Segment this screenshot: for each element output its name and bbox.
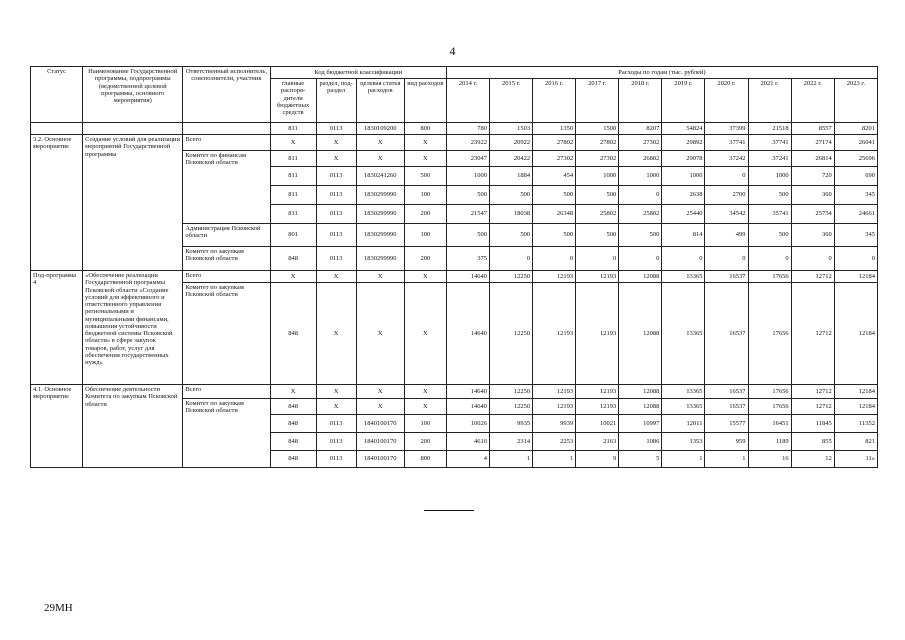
value-cell: 14640 xyxy=(446,283,489,385)
value-cell: 0 xyxy=(662,247,705,271)
header-expenses: Расходы по годам (тыс. рублей) xyxy=(446,67,877,79)
value-cell: 16451 xyxy=(748,415,791,433)
value-cell: 11352 xyxy=(834,415,877,433)
value-cell: 12184 xyxy=(834,399,877,415)
value-cell: 17656 xyxy=(748,283,791,385)
value-cell: 12193 xyxy=(533,399,576,415)
value-cell: 500 xyxy=(619,224,662,247)
program-name-cell: Создание условий для реализации мероприятий Государственной программы xyxy=(83,135,183,271)
value-cell: 16 xyxy=(748,451,791,468)
code-cell: Х xyxy=(316,385,356,399)
code-cell: Х xyxy=(404,271,446,283)
value-cell: 12712 xyxy=(791,399,834,415)
value-cell: 17656 xyxy=(748,399,791,415)
executor-cell: Комитет по закупкам Псковской области xyxy=(183,283,270,385)
code-cell: 1840100170 xyxy=(356,451,404,468)
value-cell: 0 xyxy=(834,247,877,271)
value-cell: 12250 xyxy=(489,271,532,283)
year-header: 2023 г. xyxy=(834,79,877,123)
value-cell: 12250 xyxy=(489,399,532,415)
value-cell: 2314 xyxy=(489,433,532,451)
code-cell: Х xyxy=(404,385,446,399)
table-row xyxy=(31,123,878,135)
code-cell: 200 xyxy=(404,433,446,451)
header-budget-code: Код бюджетной классификации xyxy=(270,67,446,79)
value-cell: 821 xyxy=(834,433,877,451)
executor-cell: Всего xyxy=(183,135,270,151)
code-cell: Х xyxy=(404,399,446,415)
value-cell: 25802 xyxy=(619,205,662,224)
value-cell: 12250 xyxy=(489,385,532,399)
value-cell: 375 xyxy=(446,247,489,271)
value-cell: 500 xyxy=(576,224,619,247)
header-kind: вид расходов xyxy=(404,79,446,123)
value-cell: 1000 xyxy=(446,167,489,186)
header-article: целевая статья расходов xyxy=(356,79,404,123)
year-header: 2022 г. xyxy=(791,79,834,123)
value-cell: 26814 xyxy=(791,151,834,167)
value-cell: 499 xyxy=(705,224,748,247)
value-cell: 37399 xyxy=(705,123,748,135)
value-cell: 12088 xyxy=(619,283,662,385)
value-cell: 12184 xyxy=(834,283,877,385)
value-cell: 500 xyxy=(533,224,576,247)
year-header: 2020 г. xyxy=(705,79,748,123)
value-cell: 1000 xyxy=(619,167,662,186)
code-cell: 848 xyxy=(270,399,316,415)
value-cell: 500 xyxy=(446,186,489,205)
value-cell: 0 xyxy=(619,247,662,271)
value-cell: 25734 xyxy=(791,205,834,224)
table-body xyxy=(31,123,878,468)
value-cell: 37741 xyxy=(705,135,748,151)
table-cell xyxy=(183,123,270,135)
value-cell: 4610 xyxy=(446,433,489,451)
code-cell: 848 xyxy=(270,415,316,433)
code-cell: 0113 xyxy=(316,433,356,451)
value-cell: 10021 xyxy=(576,415,619,433)
value-cell: 37242 xyxy=(705,151,748,167)
value-cell: 12712 xyxy=(791,385,834,399)
code-cell: 848 xyxy=(270,451,316,468)
page-number: 4 xyxy=(449,44,456,58)
code-cell: 0113 xyxy=(316,186,356,205)
value-cell: 780 xyxy=(446,123,489,135)
value-cell: 16537 xyxy=(705,283,748,385)
table-row xyxy=(31,385,878,399)
value-cell: 17656 xyxy=(748,271,791,283)
code-cell: Х xyxy=(270,135,316,151)
table-cell xyxy=(83,123,183,135)
value-cell: 12250 xyxy=(489,283,532,385)
value-cell: 1353 xyxy=(662,433,705,451)
value-cell: 0 xyxy=(576,247,619,271)
value-cell: 25440 xyxy=(662,205,705,224)
value-cell: 35741 xyxy=(748,205,791,224)
value-cell: 27174 xyxy=(791,135,834,151)
value-cell: 0 xyxy=(748,247,791,271)
value-cell: 1503 xyxy=(489,123,532,135)
value-cell: 1 xyxy=(705,451,748,468)
value-cell: 360 xyxy=(791,224,834,247)
code-cell: Х xyxy=(356,271,404,283)
value-cell: 27302 xyxy=(533,151,576,167)
value-cell: 1086 xyxy=(619,433,662,451)
value-cell: 500 xyxy=(489,186,532,205)
value-cell: 2700 xyxy=(705,186,748,205)
code-cell: 811 xyxy=(270,186,316,205)
value-cell: 14640 xyxy=(446,399,489,415)
value-cell: 2253 xyxy=(533,433,576,451)
value-cell: 12193 xyxy=(533,271,576,283)
year-header: 2016 г. xyxy=(533,79,576,123)
value-cell: 37241 xyxy=(748,151,791,167)
value-cell: 17656 xyxy=(748,385,791,399)
value-cell: 1884 xyxy=(489,167,532,186)
value-cell: 13365 xyxy=(662,271,705,283)
code-cell: 1830241260 xyxy=(356,167,404,186)
code-cell: 200 xyxy=(404,205,446,224)
executor-cell: Комитет по закупкам Псковской области xyxy=(183,399,270,468)
value-cell: 0 xyxy=(791,247,834,271)
value-cell: 12 xyxy=(791,451,834,468)
table-row xyxy=(31,135,878,151)
value-cell: 2638 xyxy=(662,186,705,205)
value-cell: 345 xyxy=(834,224,877,247)
executor-cell: Всего xyxy=(183,271,270,283)
value-cell: 26348 xyxy=(533,205,576,224)
value-cell: 12184 xyxy=(834,271,877,283)
value-cell: 1000 xyxy=(748,167,791,186)
value-cell: 14640 xyxy=(446,271,489,283)
value-cell: 26041 xyxy=(834,135,877,151)
year-header: 2015 г. xyxy=(489,79,532,123)
value-cell: 1189 xyxy=(748,433,791,451)
year-header: 2021 г. xyxy=(748,79,791,123)
value-cell: 16537 xyxy=(705,271,748,283)
value-cell: 16537 xyxy=(705,385,748,399)
code-cell: 801 xyxy=(270,224,316,247)
value-cell: 9939 xyxy=(533,415,576,433)
value-cell: 10026 xyxy=(446,415,489,433)
code-cell: 1830299990 xyxy=(356,205,404,224)
value-cell: 8557 xyxy=(791,123,834,135)
code-cell: 848 xyxy=(270,283,316,385)
value-cell: 27802 xyxy=(576,135,619,151)
value-cell: 814 xyxy=(662,224,705,247)
value-cell: 345 xyxy=(834,186,877,205)
code-cell: Х xyxy=(356,135,404,151)
header-name: Наименование Государственной программы, подпрограммы (ведомственной целевой программы, основного мероприятия) xyxy=(83,67,183,123)
code-cell: 1830109200 xyxy=(356,123,404,135)
code-cell: 200 xyxy=(404,247,446,271)
value-cell: 16537 xyxy=(705,399,748,415)
value-cell: 12712 xyxy=(791,271,834,283)
header-status: Статус xyxy=(31,67,83,123)
code-cell: Х xyxy=(404,135,446,151)
value-cell: 12193 xyxy=(576,271,619,283)
value-cell: 18038 xyxy=(489,205,532,224)
value-cell: 29078 xyxy=(662,151,705,167)
code-cell: 0113 xyxy=(316,167,356,186)
code-cell: 800 xyxy=(404,123,446,135)
value-cell: 360 xyxy=(791,186,834,205)
code-cell: 1840100170 xyxy=(356,433,404,451)
code-cell: 0113 xyxy=(316,224,356,247)
value-cell: 1 xyxy=(533,451,576,468)
code-cell: 1830299990 xyxy=(356,186,404,205)
code-cell: Х xyxy=(356,283,404,385)
table-row xyxy=(31,271,878,283)
value-cell: 12088 xyxy=(619,399,662,415)
value-cell: 4 xyxy=(446,451,489,468)
value-cell: 11845 xyxy=(791,415,834,433)
value-cell: 0 xyxy=(619,186,662,205)
footer-code: 29МН xyxy=(44,602,73,614)
code-cell: 800 xyxy=(404,451,446,468)
value-cell: 500 xyxy=(446,224,489,247)
year-header: 2019 г. xyxy=(662,79,705,123)
value-cell: 26802 xyxy=(619,151,662,167)
value-cell: 500 xyxy=(748,186,791,205)
code-cell: Х xyxy=(316,151,356,167)
code-cell: 1830299990 xyxy=(356,247,404,271)
value-cell: 1500 xyxy=(576,123,619,135)
value-cell: 959 xyxy=(705,433,748,451)
value-cell: 23047 xyxy=(446,151,489,167)
header-section: раздел, под-раздел xyxy=(316,79,356,123)
value-cell: 54824 xyxy=(662,123,705,135)
value-cell: 14640 xyxy=(446,385,489,399)
footer-divider xyxy=(424,510,474,511)
value-cell: 500 xyxy=(489,224,532,247)
value-cell: 27802 xyxy=(533,135,576,151)
header-executor: Ответственный исполнитель, соисполнители, участник xyxy=(183,67,270,123)
value-cell: 500 xyxy=(748,224,791,247)
value-cell: 1 xyxy=(489,451,532,468)
executor-cell: Администрация Псковской области xyxy=(183,224,270,247)
code-cell: 0113 xyxy=(316,247,356,271)
code-cell: 811 xyxy=(270,151,316,167)
value-cell: 0 xyxy=(705,167,748,186)
value-cell: 11» xyxy=(834,451,877,468)
code-cell: 848 xyxy=(270,247,316,271)
code-cell: Х xyxy=(356,151,404,167)
value-cell: 13365 xyxy=(662,399,705,415)
value-cell: 1 xyxy=(662,451,705,468)
value-cell: 37741 xyxy=(748,135,791,151)
value-cell: 27302 xyxy=(619,135,662,151)
value-cell: 13365 xyxy=(662,283,705,385)
code-cell: 1830299990 xyxy=(356,224,404,247)
value-cell: 10997 xyxy=(619,415,662,433)
code-cell: 1840100170 xyxy=(356,415,404,433)
status-cell: 4.1. Основное мероприятие xyxy=(31,385,83,468)
year-header: 2018 г. xyxy=(619,79,662,123)
value-cell: 20922 xyxy=(489,135,532,151)
value-cell: 0 xyxy=(489,247,532,271)
value-cell: 29892 xyxy=(662,135,705,151)
value-cell: 9 xyxy=(576,451,619,468)
value-cell: 9935 xyxy=(489,415,532,433)
code-cell: Х xyxy=(316,271,356,283)
program-name-cell: «Обеспечение реализации Государственной программы Псковской области «Создание условий для эффективного и ответственного управления региональными и муниципальными финансами, повышения устойчивости бюджетной системы Псковской области» в сфере закупок товаров, работ, услуг для обеспечения государственных нужд» xyxy=(83,271,183,385)
executor-cell: Комитет по финансам Псковской области xyxy=(183,151,270,224)
value-cell: 855 xyxy=(791,433,834,451)
program-name-cell: Обеспечение деятельности Комитета по закупкам Псковской области xyxy=(83,385,183,468)
value-cell: 12193 xyxy=(576,385,619,399)
code-cell: Х xyxy=(404,283,446,385)
value-cell: 0 xyxy=(533,247,576,271)
value-cell: 12712 xyxy=(791,283,834,385)
code-cell: 0113 xyxy=(316,415,356,433)
executor-cell: Всего xyxy=(183,385,270,399)
table-cell xyxy=(31,123,83,135)
value-cell: 8201 xyxy=(834,123,877,135)
value-cell: 15577 xyxy=(705,415,748,433)
code-cell: 100 xyxy=(404,415,446,433)
value-cell: 690 xyxy=(834,167,877,186)
code-cell: Х xyxy=(316,283,356,385)
code-cell: 811 xyxy=(270,123,316,135)
value-cell: 12011 xyxy=(662,415,705,433)
code-cell: 848 xyxy=(270,433,316,451)
header-grbs: главные распоря-дители бюджетных средств xyxy=(270,79,316,123)
code-cell: 100 xyxy=(404,186,446,205)
code-cell: 0113 xyxy=(316,451,356,468)
value-cell: 12193 xyxy=(533,283,576,385)
value-cell: 23922 xyxy=(446,135,489,151)
code-cell: Х xyxy=(316,399,356,415)
value-cell: 20422 xyxy=(489,151,532,167)
value-cell: 0 xyxy=(705,247,748,271)
code-cell: 100 xyxy=(404,224,446,247)
status-cell: 3.2. Основное мероприятие xyxy=(31,135,83,271)
year-header: 2017 г. xyxy=(576,79,619,123)
code-cell: 0113 xyxy=(316,205,356,224)
value-cell: 12193 xyxy=(533,385,576,399)
budget-table xyxy=(30,66,878,468)
value-cell: 12193 xyxy=(576,399,619,415)
value-cell: 21547 xyxy=(446,205,489,224)
value-cell: 454 xyxy=(533,167,576,186)
code-cell: Х xyxy=(316,135,356,151)
value-cell: 5 xyxy=(619,451,662,468)
value-cell: 12088 xyxy=(619,385,662,399)
code-cell: Х xyxy=(404,151,446,167)
value-cell: 1000 xyxy=(662,167,705,186)
value-cell: 2163 xyxy=(576,433,619,451)
value-cell: 25696 xyxy=(834,151,877,167)
value-cell: 8207 xyxy=(619,123,662,135)
value-cell: 1350 xyxy=(533,123,576,135)
value-cell: 500 xyxy=(576,186,619,205)
value-cell: 27302 xyxy=(576,151,619,167)
code-cell: 811 xyxy=(270,167,316,186)
code-cell: Х xyxy=(270,385,316,399)
status-cell: Под-программа 4 xyxy=(31,271,83,385)
code-cell: Х xyxy=(356,399,404,415)
value-cell: 21518 xyxy=(748,123,791,135)
value-cell: 12184 xyxy=(834,385,877,399)
code-cell: 500 xyxy=(404,167,446,186)
value-cell: 12193 xyxy=(576,283,619,385)
value-cell: 500 xyxy=(533,186,576,205)
value-cell: 720 xyxy=(791,167,834,186)
value-cell: 25802 xyxy=(576,205,619,224)
value-cell: 34542 xyxy=(705,205,748,224)
code-cell: 811 xyxy=(270,205,316,224)
year-header: 2014 г. xyxy=(446,79,489,123)
code-cell: 0113 xyxy=(316,123,356,135)
value-cell: 24661 xyxy=(834,205,877,224)
code-cell: Х xyxy=(270,271,316,283)
code-cell: Х xyxy=(356,385,404,399)
value-cell: 12088 xyxy=(619,271,662,283)
executor-cell: Комитет по закупкам Псковской области xyxy=(183,247,270,271)
value-cell: 13365 xyxy=(662,385,705,399)
value-cell: 1000 xyxy=(576,167,619,186)
